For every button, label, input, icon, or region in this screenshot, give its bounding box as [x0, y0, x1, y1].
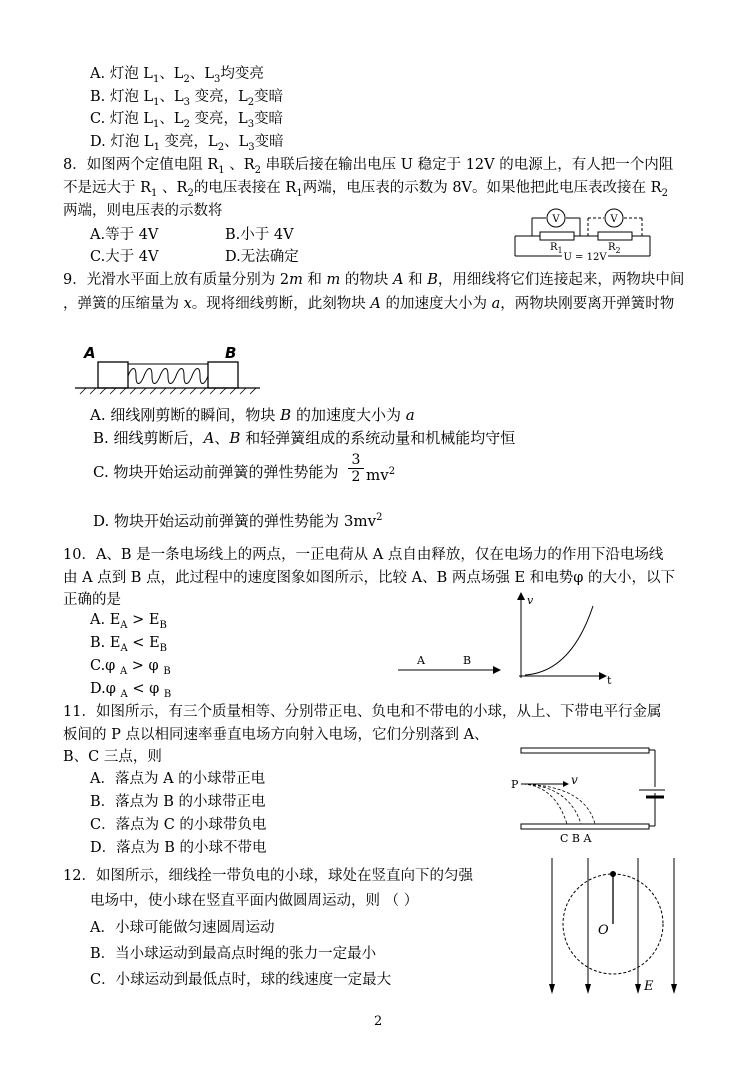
fraction-denominator: 2 [348, 468, 364, 485]
v-axis-arrow-icon [517, 592, 525, 600]
q10-option-c: C.φ $_A$ > φ $_B$ [90, 658, 171, 677]
q10-stem-line2: 由 A 点到 B 点，此过程中的速度图象如图所示，比较 A、B 两点场强 E 和电势φ 的大小，以下 [63, 570, 675, 586]
q8-option-d: D.无法确定 [225, 249, 299, 265]
block-b-label: B [225, 344, 237, 362]
q10-option-b: B. $E_A < E_B$ [90, 635, 168, 654]
ground-hatching [80, 388, 256, 394]
q9-option-c-expr: $mv^2$ [366, 466, 396, 484]
q7-option-a: A. 灯泡 $L_1$、$L_2$、$L_3$均变亮 [90, 66, 264, 85]
q11-option-b: B．落点为 B 的小球带正电 [90, 794, 266, 810]
voltmeter-1-label: V [552, 214, 560, 225]
point-a-label: A [417, 654, 425, 667]
q10-stem-line1: 10．A、B 是一条电场线上的两点，一正电荷从 A 点自由释放，仅在电场力的作用下沿电场线 [63, 547, 664, 563]
q7-option-d: D. 灯泡 $L_1$ 变亮，$L_2$、$L_3$变暗 [90, 134, 284, 153]
q10-option-a: A. $E_A > E_B$ [90, 612, 167, 631]
q8-option-a: A.等于 4V [90, 227, 159, 243]
block-a-label: A [84, 344, 96, 362]
t-axis-arrow-icon [599, 672, 607, 680]
q8-stem-line1: 8．如图两个定值电阻 $R_1$ 、$R_2$ 串联后接在输出电压 U 稳定于 12V 的电源上，有人把一个内阻 [63, 157, 674, 176]
velocity-label: v [571, 773, 578, 787]
q10-option-d: D.φ $_A$ < φ $_B$ [90, 681, 172, 700]
r1-label: $R_1$ [550, 242, 563, 255]
q9-option-b: B. 细线剪断后，A、B 和轻弹簧组成的系统动量和机械能均守恒 [93, 429, 516, 447]
voltage-label: U = 12V [563, 252, 607, 263]
q12-circle-figure [540, 852, 690, 1002]
center-o-label: O [598, 923, 609, 938]
q11-stem-line3: B、C 三点，则 [63, 749, 162, 765]
q10-stem-line3: 正确的是 [63, 592, 121, 608]
q8-stem-line2: 不是远大于 $R_1$ 、$R_2$的电压表接在 $R_1$两端，电压表的示数为 8V。如果他把此电压表改接在 $R_2$ [63, 180, 668, 199]
q9-stem-line2: ，弹簧的压缩量为 x。现将细线剪断，此刻物块 A 的加速度大小为 a，两物块刚要离开弹簧时物 [63, 296, 675, 312]
q8-option-c: C.大于 4V [90, 249, 159, 265]
fraction-numerator: 3 [351, 452, 361, 468]
block-b [208, 362, 238, 388]
q12-stem-line1: 12．如图所示，细线拴一带负电的小球，球处在竖直向下的匀强 [63, 868, 473, 884]
resistor-r1 [540, 232, 574, 240]
q12-option-b: B．当小球运动到最高点时绳的张力一定最小 [90, 946, 377, 962]
velocity-curve [525, 606, 593, 675]
field-arrow-icons [549, 984, 677, 994]
q11-stem-line2: 板间的 P 点以相同速率垂直电场方向射入电场，它们分别落到 A、 [63, 727, 489, 743]
top-plate [521, 748, 649, 753]
block-a [98, 362, 128, 388]
q7-option-c: C. 灯泡 $L_1$、$L_2$ 变亮，$L_3$变暗 [90, 111, 284, 130]
q9-option-c: C. 物块开始运动前弹簧的弹性势能为 [93, 463, 339, 481]
page-number: 2 [374, 1014, 383, 1029]
q11-plates-figure [505, 742, 665, 846]
q12-option-a: A．小球可能做匀速圆周运动 [90, 920, 275, 936]
q7-option-b: B. 灯泡 $L_1$、$L_3$ 变亮，$L_2$变暗 [90, 89, 284, 108]
resistor-r2 [598, 232, 632, 240]
q8-option-b: B.小于 4V [225, 227, 294, 243]
q11-option-d: D．落点为 B 的小球不带电 [90, 840, 267, 856]
q9-stem-line1: 9．光滑水平面上放有质量分别为 2m 和 m 的物块 A 和 B，用细线将它们连接起来，两物块中间 [63, 272, 685, 288]
q8-circuit-figure [510, 206, 660, 266]
q9-option-c-fraction [348, 452, 364, 485]
q10-field-figure [393, 592, 623, 684]
voltmeter-2-label: V [610, 214, 618, 225]
ball-icon [610, 871, 616, 877]
q9-option-d: D. 物块开始运动前弹簧的弹性势能为 $3mv^2$ [93, 512, 383, 530]
field-e-label: E [644, 979, 654, 994]
q9-spring-figure [70, 338, 265, 398]
trajectory-a [523, 784, 595, 824]
point-b-label: B [463, 654, 472, 667]
point-p-label: P [511, 778, 519, 791]
t-axis-label: t [607, 674, 612, 684]
spring [128, 369, 208, 384]
q11-option-a: A．落点为 A 的小球带正电 [90, 771, 266, 787]
q12-option-c: C．小球运动到最低点时，球的线速度一定最大 [90, 972, 392, 988]
q12-stem-line2: 电场中，使小球在竖直平面内做圆周运动，则 （ ） [90, 893, 419, 909]
field-line-arrow-icon [493, 666, 501, 674]
trajectory-b [523, 784, 581, 824]
q8-stem-line3: 两端，则电压表的示数将 [63, 203, 223, 219]
q11-stem-line1: 11．如图所示，有三个质量相等、分别带正电、负电和不带电的小球，从上、下带电平行金属 [63, 704, 662, 720]
landing-points-label: C B A [560, 832, 592, 845]
velocity-arrow-icon [563, 781, 569, 787]
q9-option-a: A. 细线刚剪断的瞬间，物块 B 的加速度大小为 a [90, 406, 415, 424]
q11-option-c: C．落点为 C 的小球带负电 [90, 817, 267, 833]
v-axis-label: v [527, 594, 534, 607]
r2-label: $R_2$ [608, 242, 621, 255]
bottom-plate [521, 824, 649, 829]
